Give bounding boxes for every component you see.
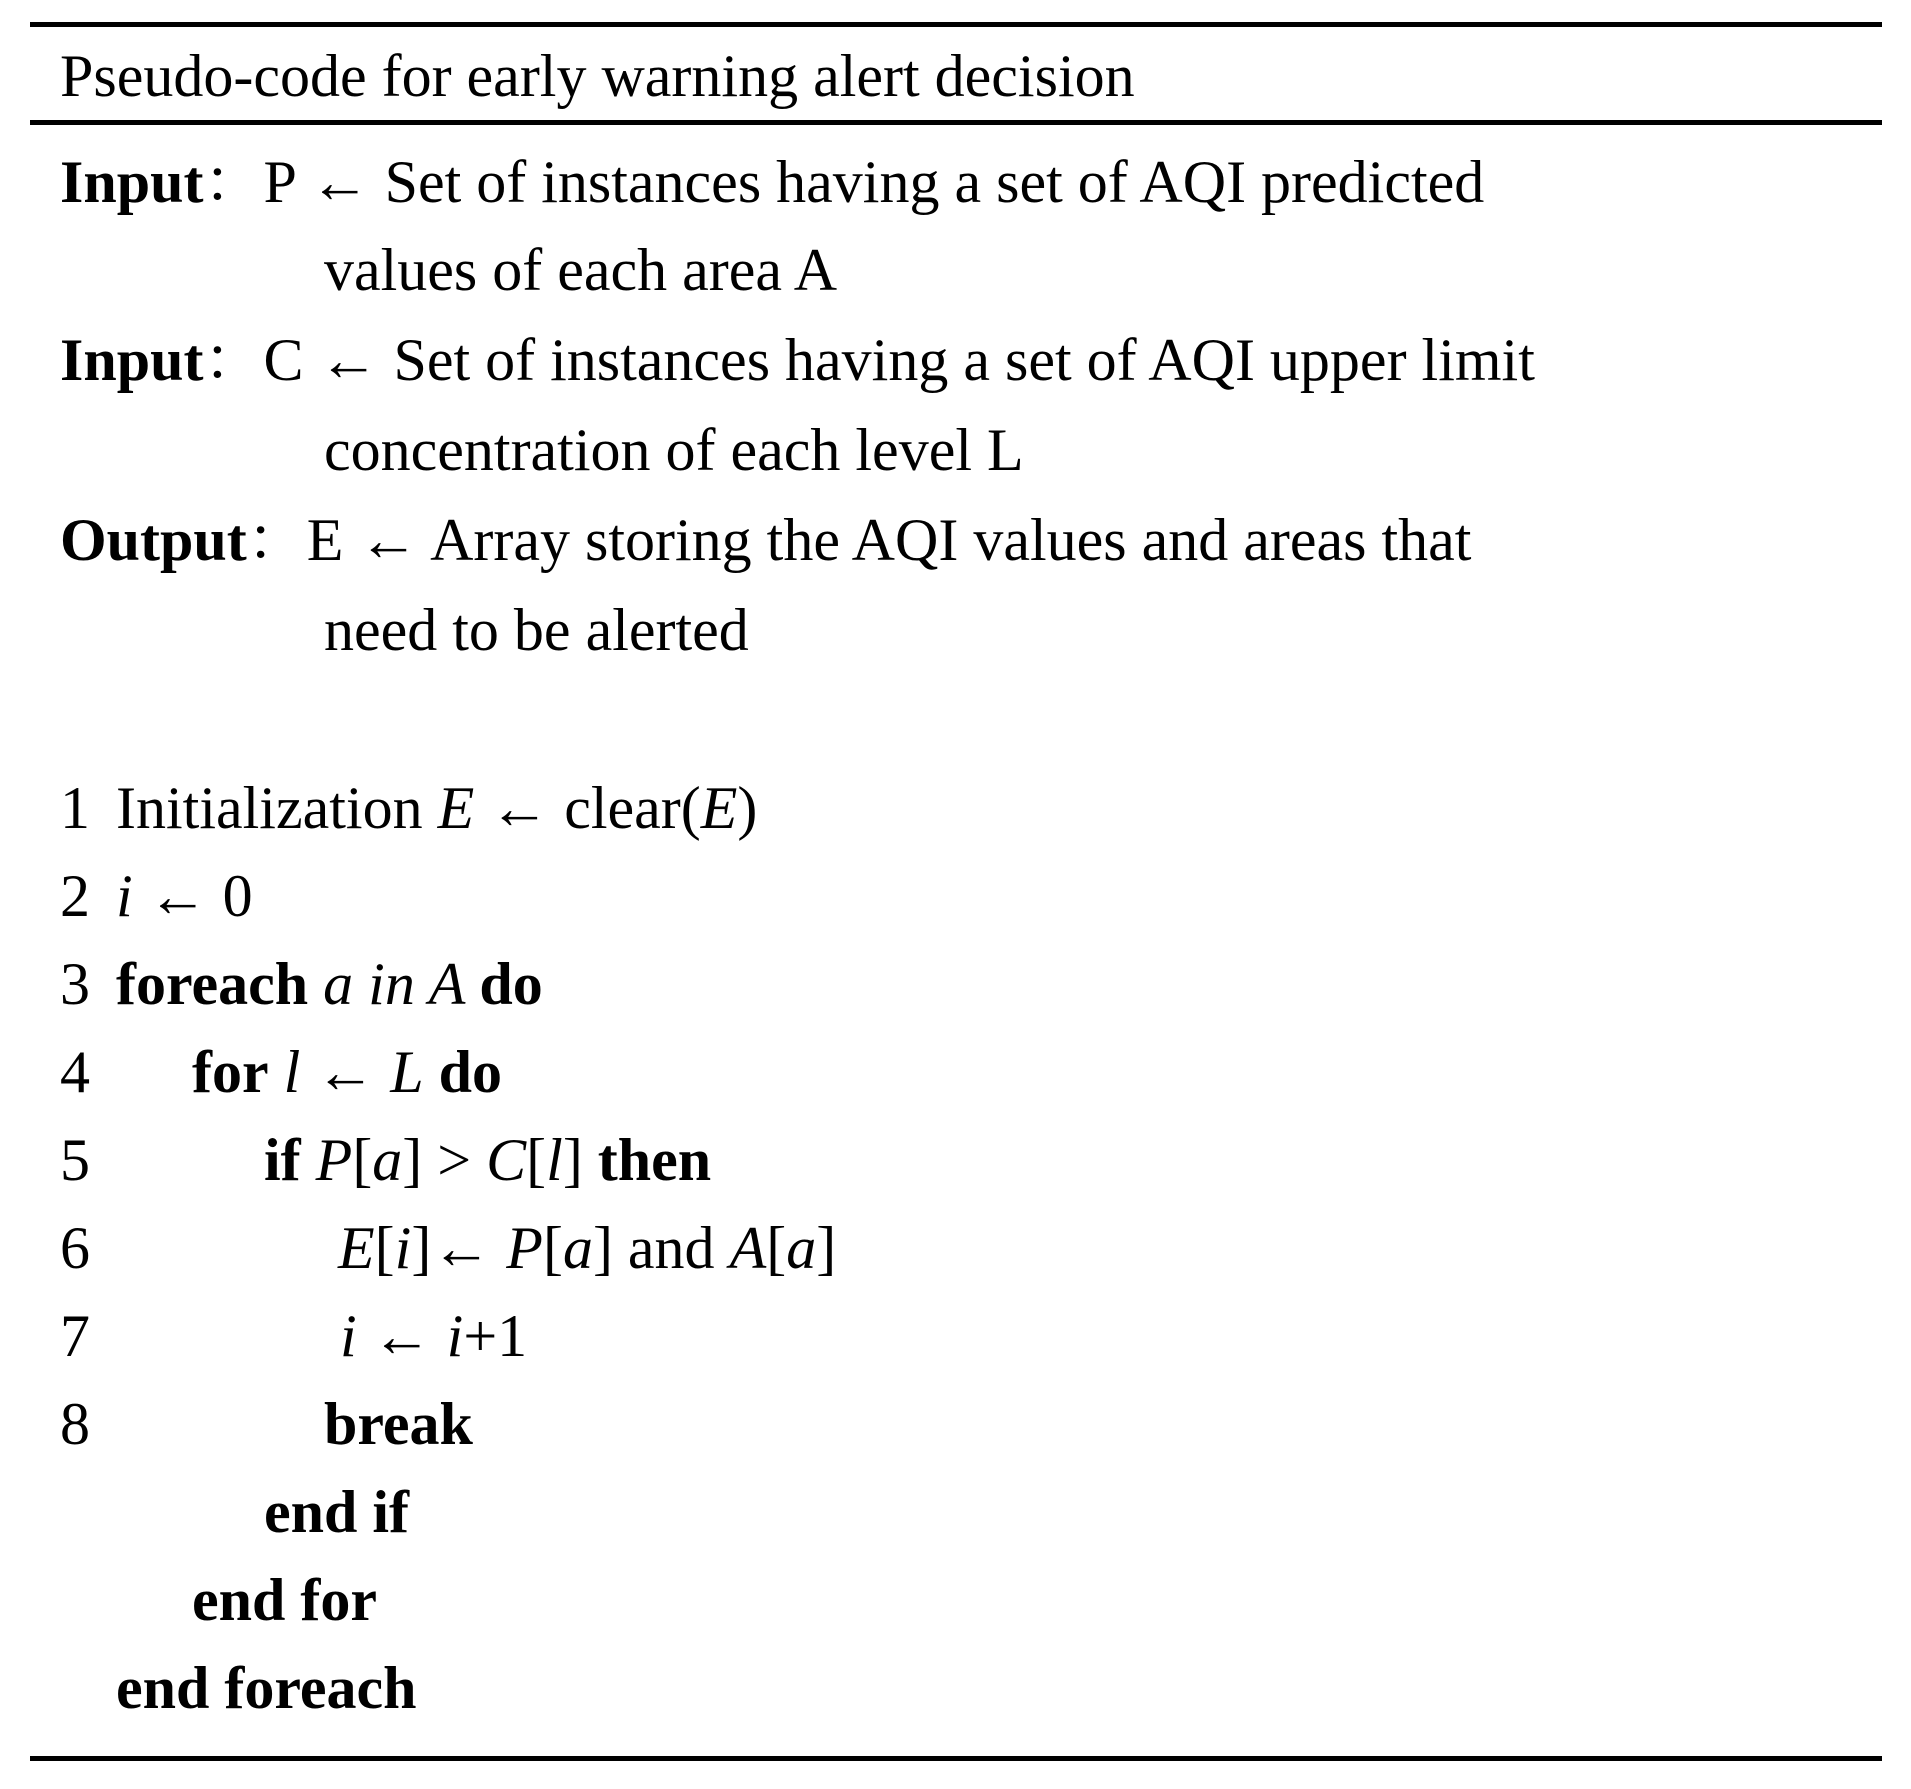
line-number: 4 (60, 1039, 90, 1105)
line-number: 8 (60, 1391, 90, 1457)
bottom-rule (30, 1756, 1882, 1761)
code-text: [ (766, 1215, 787, 1281)
code-var: P (506, 1215, 543, 1281)
code-var: C (486, 1127, 527, 1193)
line-number: 3 (60, 951, 90, 1017)
code-keyword: if (264, 1127, 301, 1193)
code-var: P (300, 1127, 353, 1193)
code-var: a (786, 1215, 817, 1281)
code-end-for: end for (192, 1567, 377, 1633)
code-text: Initialization (116, 775, 438, 841)
code-keyword: for (192, 1039, 269, 1105)
top-rule (30, 22, 1882, 27)
code-line-7 (340, 1292, 527, 1380)
code-text: ← 0 (132, 863, 253, 929)
code-text: ] > (402, 1127, 487, 1193)
code-var: L (390, 1039, 424, 1105)
code-var: l (546, 1127, 563, 1193)
output-e-desc-cont: need to be alerted (324, 597, 749, 663)
code-var: a (562, 1215, 593, 1281)
code-text: ] (816, 1215, 837, 1281)
separator: ： (203, 149, 264, 215)
output-e-desc: E ← Array storing the AQI values and areas that (306, 507, 1472, 573)
code-line-5 (264, 1116, 711, 1204)
code-var: a in A (308, 951, 480, 1017)
code-var: i (394, 1215, 412, 1281)
code-var: i (116, 863, 133, 929)
algorithm-title: Pseudo-code for early warning alert decision (60, 43, 1135, 109)
code-line-2 (116, 852, 253, 940)
output-label: Output (60, 507, 247, 573)
code-var: i (446, 1303, 464, 1369)
input-label: Input (60, 327, 204, 393)
code-text: ]← (411, 1215, 507, 1281)
code-var: A (729, 1215, 767, 1281)
code-text: [ (352, 1127, 373, 1193)
code-text: ] and (592, 1215, 730, 1281)
line-number: 7 (60, 1303, 90, 1369)
input-p-desc-cont: values of each area A (324, 237, 838, 303)
code-text: [ (374, 1215, 395, 1281)
code-keyword: break (324, 1391, 473, 1457)
code-line-4 (192, 1028, 502, 1116)
code-text: ← (356, 1303, 447, 1369)
code-text: ← clear( (474, 775, 701, 841)
code-text: ] (562, 1127, 598, 1193)
code-line-1 (116, 764, 757, 852)
separator: ： (203, 327, 264, 393)
line-number: 2 (60, 863, 90, 929)
input-c-desc-cont: concentration of each level L (324, 417, 1024, 483)
line-number: 5 (60, 1127, 90, 1193)
input-p-row (60, 138, 1484, 226)
separator: ： (246, 507, 307, 573)
code-text: [ (526, 1127, 547, 1193)
code-text: ) (737, 775, 758, 841)
code-keyword: foreach (116, 951, 309, 1017)
input-p-desc: P ← Set of instances having a set of AQI predicted (263, 149, 1485, 215)
code-line-6 (338, 1204, 836, 1292)
code-end-foreach: end foreach (116, 1655, 417, 1721)
code-keyword: do (479, 951, 543, 1017)
code-var: E (700, 775, 738, 841)
code-line-3 (116, 940, 543, 1028)
input-c-row (60, 316, 1535, 404)
code-var: l (268, 1039, 301, 1105)
line-number: 6 (60, 1215, 90, 1281)
code-end-if: end if (264, 1479, 410, 1545)
code-var: E (437, 775, 475, 841)
code-var: a (372, 1127, 403, 1193)
code-var: E (338, 1215, 375, 1281)
line-number: 1 (60, 775, 90, 841)
header-rule (30, 120, 1882, 125)
output-e-row (60, 496, 1471, 584)
code-text: +1 (463, 1303, 528, 1369)
code-var: i (340, 1303, 357, 1369)
input-label: Input (60, 149, 204, 215)
code-keyword: then (597, 1127, 712, 1193)
code-text: [ (542, 1215, 563, 1281)
code-line-8 (324, 1380, 473, 1468)
code-text: ← (300, 1039, 391, 1105)
code-keyword: do (423, 1039, 503, 1105)
input-c-desc: C ← Set of instances having a set of AQI upper limit (263, 327, 1535, 393)
